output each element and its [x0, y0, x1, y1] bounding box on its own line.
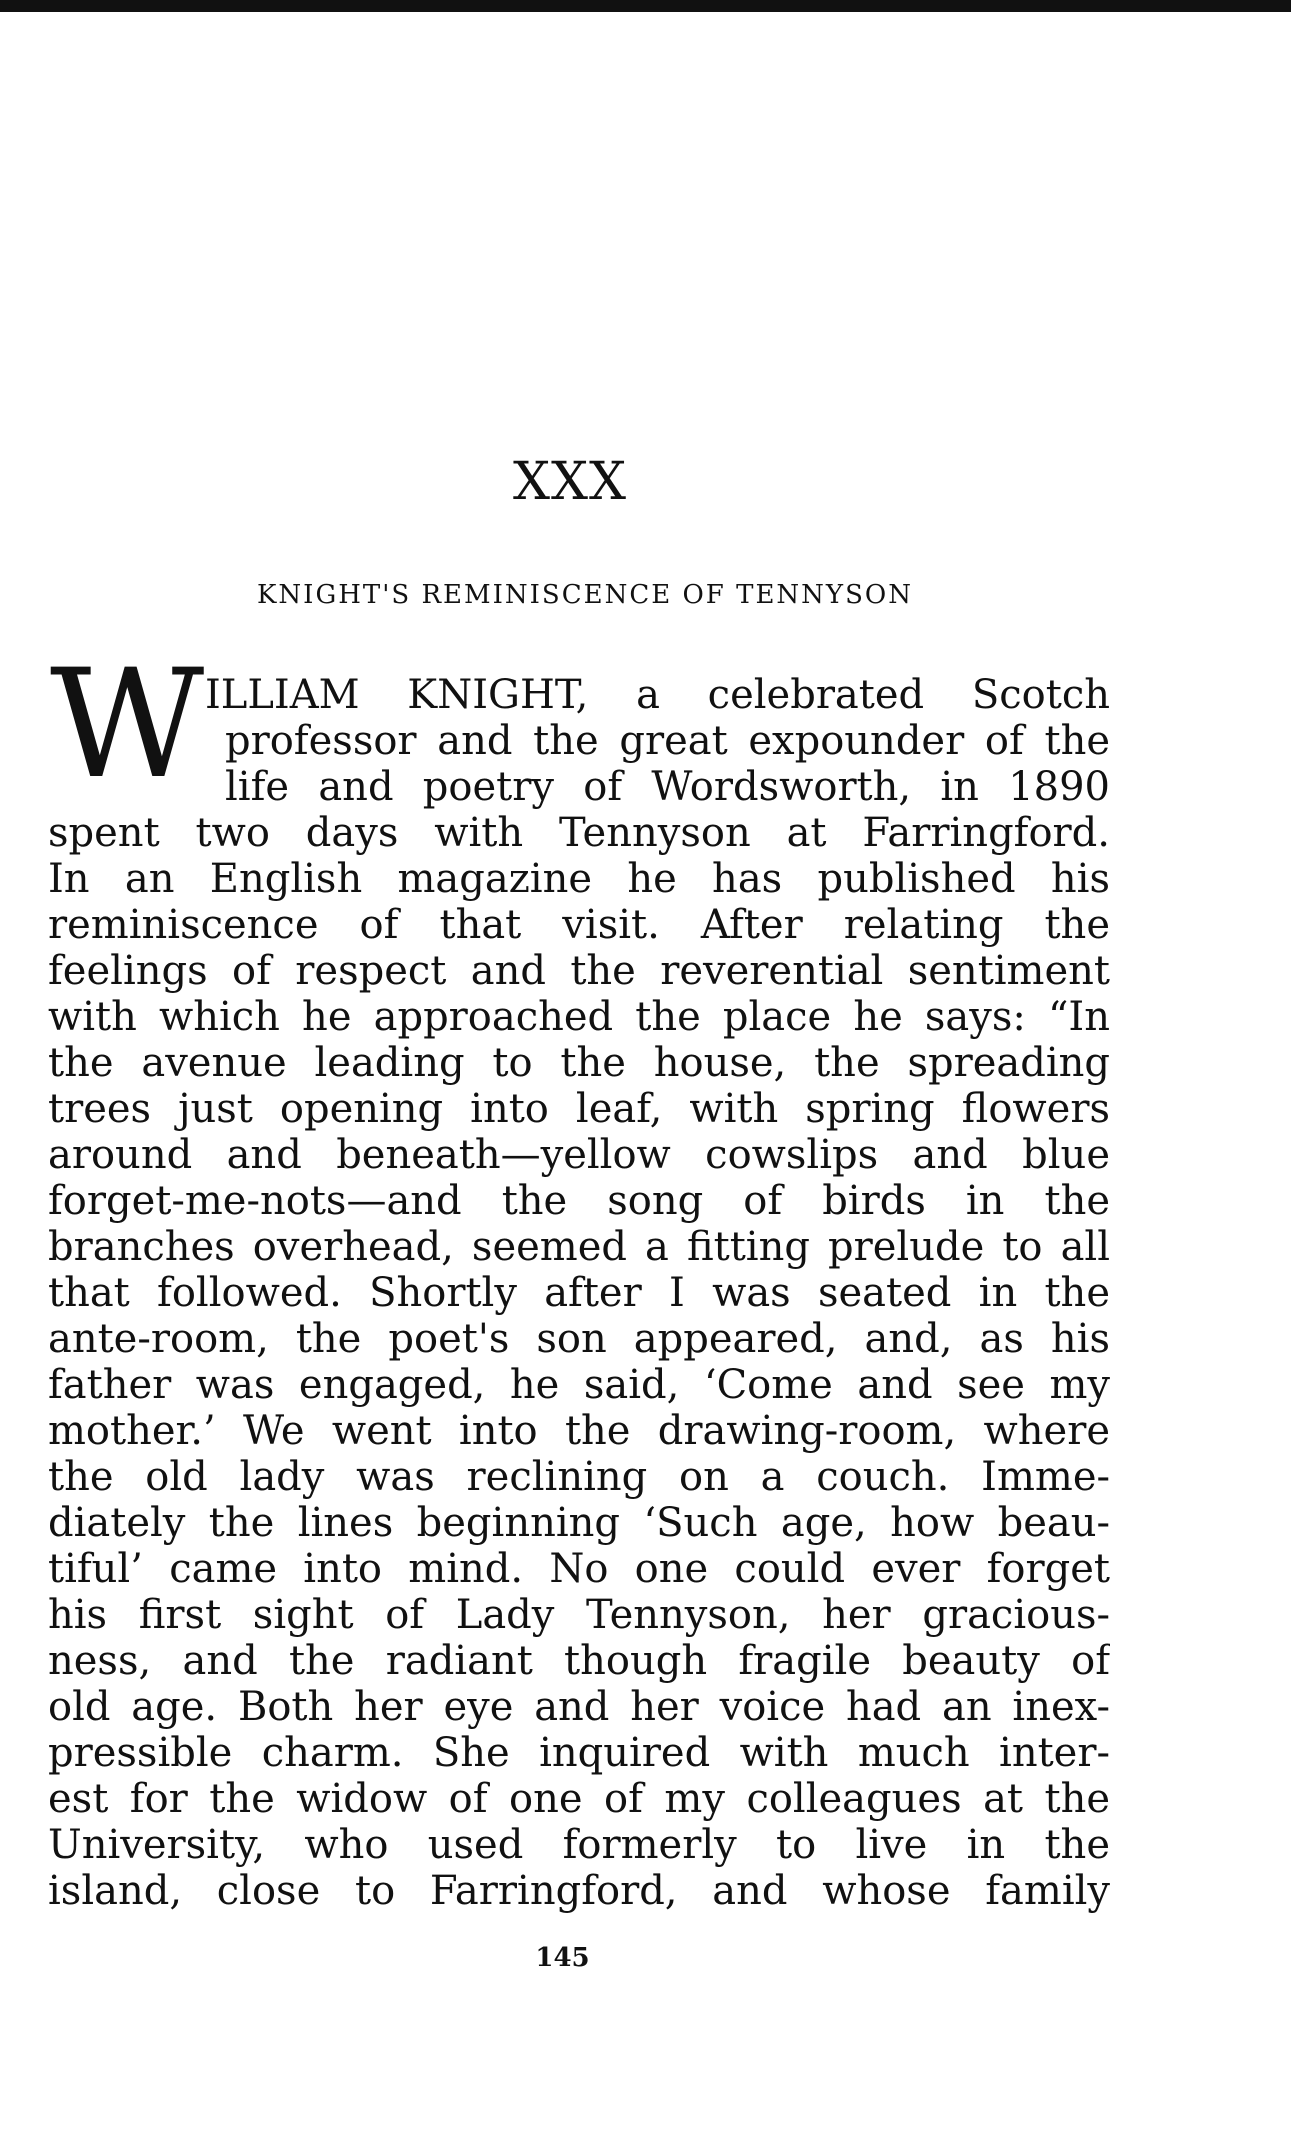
text-line: ness, and the radiant though fragile beauty of [48, 1638, 1110, 1684]
chapter-number: XXX [512, 452, 628, 512]
text-line: the old lady was reclining on a couch. Imme- [48, 1454, 1110, 1500]
text-line: with which he approached the place he says: “In [48, 994, 1110, 1040]
text-line: branches overhead, seemed a fitting prelude to all [48, 1224, 1110, 1270]
text-line: forget-me-nots—and the song of birds in the [48, 1178, 1110, 1224]
text-line: life and poetry of Wordsworth, in 1890 [225, 764, 1110, 810]
text-line: tiful’ came into mind. No one could ever forget [48, 1546, 1110, 1592]
text-line: around and beneath—yellow cowslips and blue [48, 1132, 1110, 1178]
text-line: ILLIAM KNIGHT, a celebrated Scotch [205, 672, 1110, 718]
top-edge-rule [0, 0, 1291, 12]
text-line: father was engaged, he said, ‘Come and see my [48, 1362, 1110, 1408]
text-line: ante-room, the poet's son appeared, and, as his [48, 1316, 1110, 1362]
text-line: old age. Both her eye and her voice had an inex- [48, 1684, 1110, 1730]
text-line: the avenue leading to the house, the spreading [48, 1040, 1110, 1086]
text-line: In an English magazine he has published his [48, 856, 1110, 902]
text-line: trees just opening into leaf, with spring flowers [48, 1086, 1110, 1132]
chapter-title: KNIGHT'S REMINISCENCE OF TENNYSON [257, 580, 913, 610]
text-line: University, who used formerly to live in the [48, 1822, 1110, 1868]
text-line: pressible charm. She inquired with much inter- [48, 1730, 1110, 1776]
text-line: professor and the great expounder of the [225, 718, 1110, 764]
text-line: reminiscence of that visit. After relating the [48, 902, 1110, 948]
text-line: mother.’ We went into the drawing-room, where [48, 1408, 1110, 1454]
text-line: diately the lines beginning ‘Such age, how beau- [48, 1500, 1110, 1546]
text-line: est for the widow of one of my colleagues at the [48, 1776, 1110, 1822]
page-number: 145 [535, 1943, 590, 1973]
text-line: his first sight of Lady Tennyson, her gracious- [48, 1592, 1110, 1638]
text-line: feelings of respect and the reverential sentiment [48, 948, 1110, 994]
text-line: spent two days with Tennyson at Farringford. [48, 810, 1110, 856]
drop-cap: W [50, 638, 205, 812]
text-line: island, close to Farringford, and whose family [48, 1868, 1110, 1914]
text-line: that followed. Shortly after I was seated in the [48, 1270, 1110, 1316]
